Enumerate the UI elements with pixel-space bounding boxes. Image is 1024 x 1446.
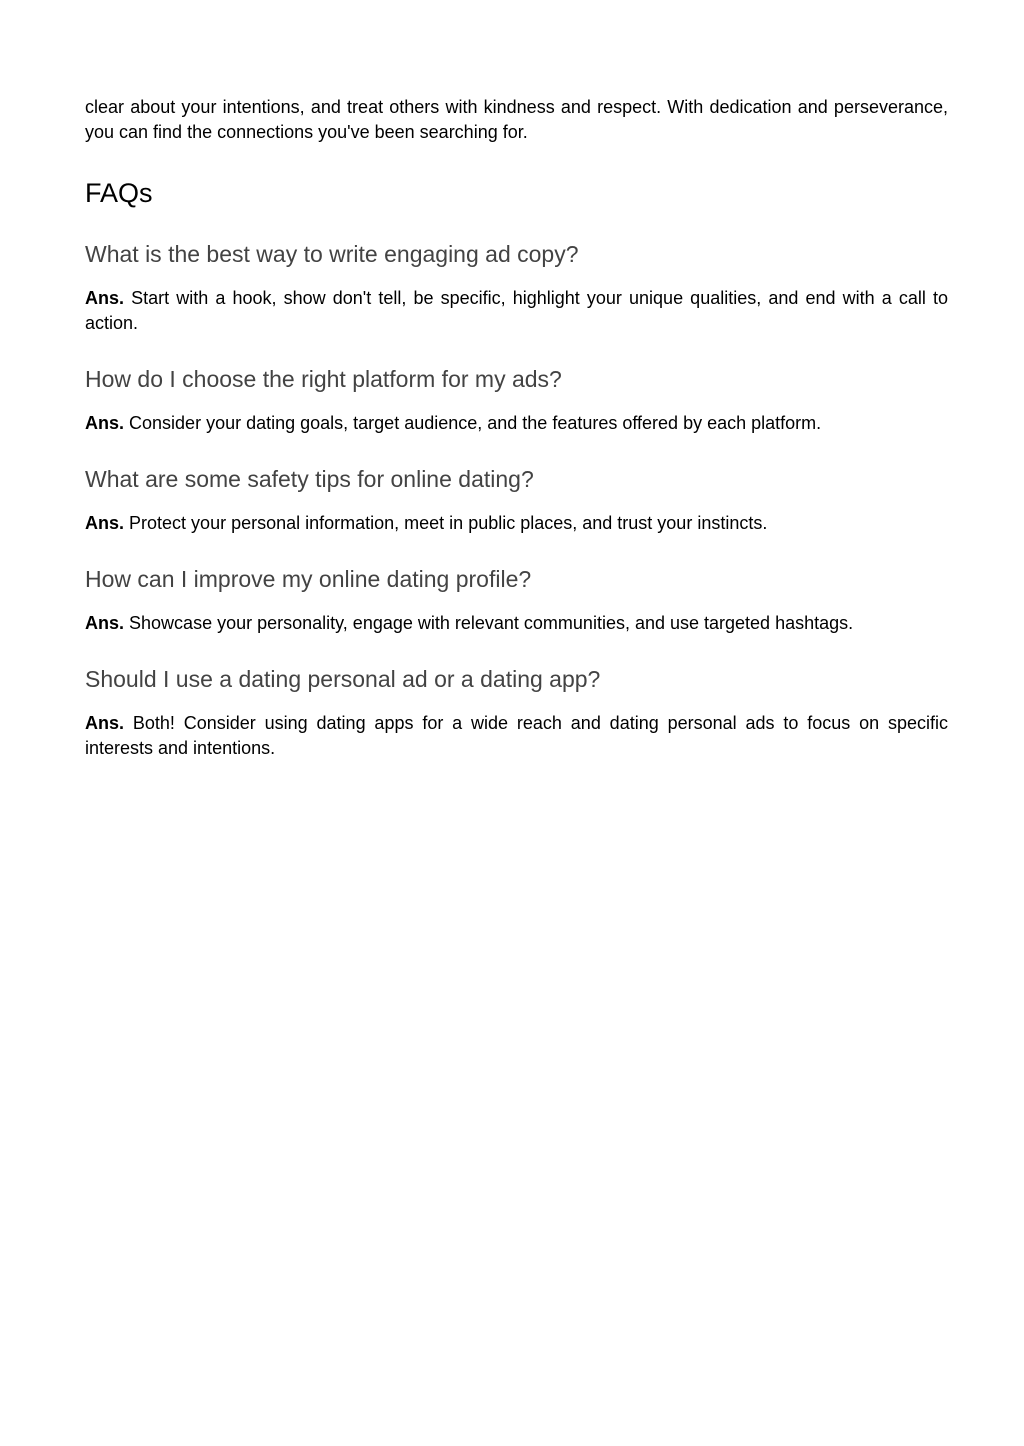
faq-answer <box>85 711 948 761</box>
answer-label: Ans. <box>85 288 125 308</box>
faq-item <box>85 239 948 336</box>
answer-label: Ans. <box>85 413 125 433</box>
faq-item <box>85 664 948 761</box>
faq-item <box>85 564 948 636</box>
faq-list <box>85 239 948 761</box>
faqs-heading: FAQs <box>85 178 153 208</box>
faq-answer <box>85 411 948 436</box>
answer-text: Start with a hook, show don't tell, be specific, highlight your unique qualities, and end with a call to action. <box>85 288 948 333</box>
faq-item <box>85 464 948 536</box>
document-page <box>85 95 948 761</box>
answer-text: Consider your dating goals, target audience, and the features offered by each platform. <box>129 413 822 433</box>
answer-text: Both! Consider using dating apps for a wide reach and dating personal ads to focus on specific interests and intentions. <box>85 713 948 758</box>
answer-text: Protect your personal information, meet in public places, and trust your instincts. <box>129 513 768 533</box>
faq-question: What is the best way to write engaging ad copy? <box>85 241 579 267</box>
faq-item <box>85 364 948 436</box>
answer-label: Ans. <box>85 513 125 533</box>
answer-label: Ans. <box>85 613 125 633</box>
faq-question: Should I use a dating personal ad or a dating app? <box>85 666 601 692</box>
answer-text: Showcase your personality, engage with relevant communities, and use targeted hashtags. <box>129 613 854 633</box>
answer-label: Ans. <box>85 713 125 733</box>
intro-paragraph: clear about your intentions, and treat others with kindness and respect. With dedication and perseverance, you can find the connections you've been searching for. <box>85 97 948 142</box>
faq-answer <box>85 286 948 336</box>
faq-question: How do I choose the right platform for my ads? <box>85 366 562 392</box>
faq-question: How can I improve my online dating profile? <box>85 566 532 592</box>
faq-answer <box>85 611 948 636</box>
faq-answer <box>85 511 948 536</box>
faq-question: What are some safety tips for online dating? <box>85 466 534 492</box>
